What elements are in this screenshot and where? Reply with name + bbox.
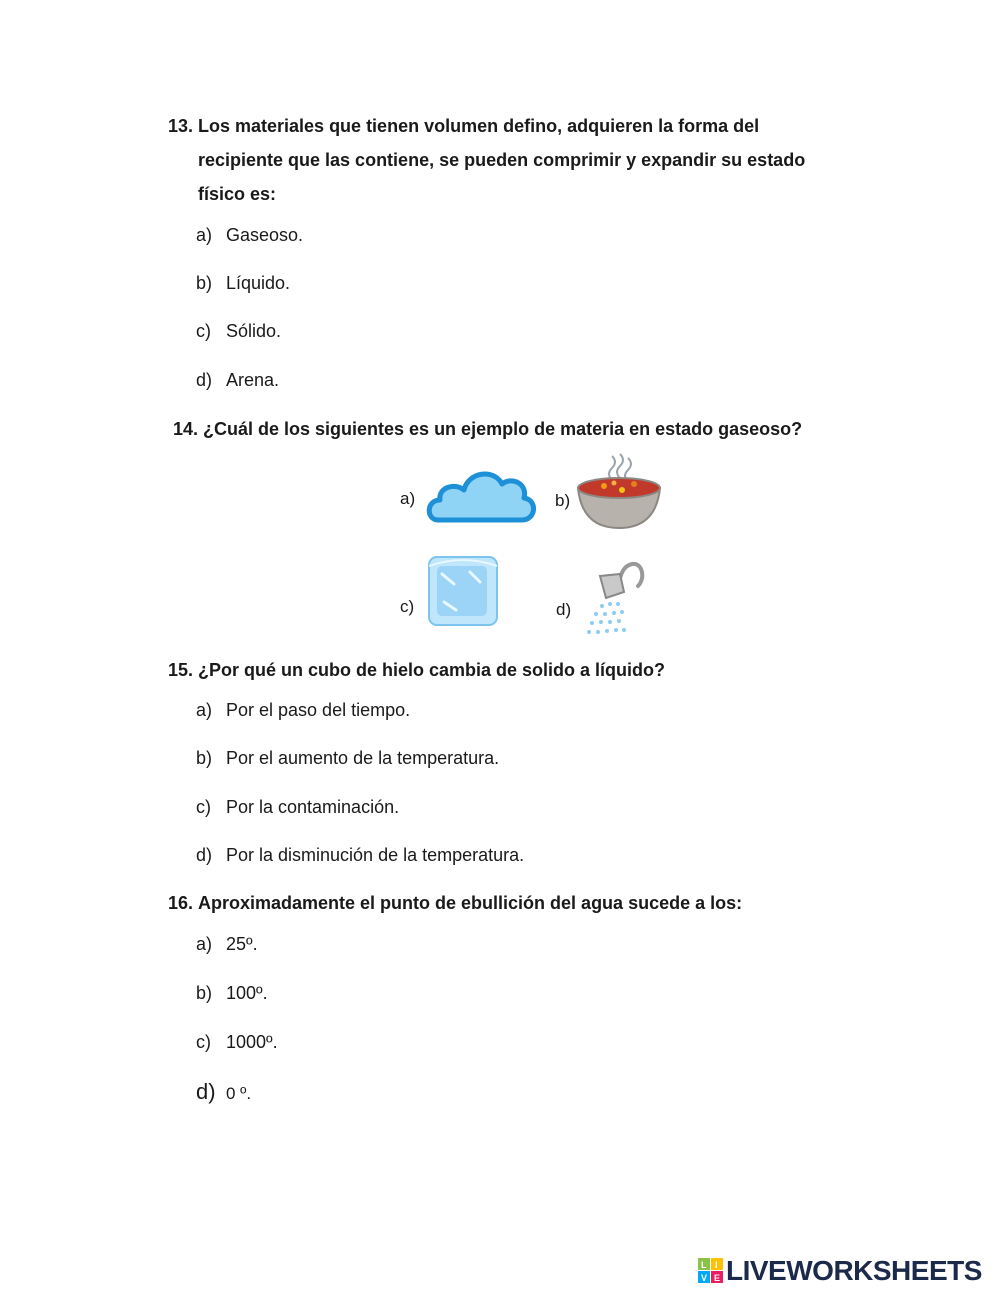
option-letter: a)	[196, 700, 213, 720]
option-16-d[interactable]	[196, 1080, 251, 1106]
option-16-a[interactable]	[196, 932, 258, 956]
question-number: 14.	[173, 419, 199, 439]
option-text: 1000º.	[226, 1032, 278, 1052]
option-letter: a)	[196, 934, 213, 954]
option-letter: c)	[196, 1032, 211, 1052]
option-letter: c)	[196, 797, 211, 817]
svg-text:L: L	[701, 1260, 707, 1270]
soup-bowl-icon[interactable]	[574, 452, 664, 532]
question-15	[168, 653, 888, 687]
question-14	[173, 412, 893, 446]
option-13-d[interactable]	[196, 368, 279, 392]
option-text: Por la disminución de la temperatura.	[226, 845, 525, 865]
option-text: Por la contaminación.	[226, 797, 400, 817]
option-text: Sólido.	[226, 321, 282, 341]
image-option-label-c: c)	[400, 597, 415, 616]
image-option-label-b: b)	[555, 491, 571, 510]
option-text: Arena.	[226, 370, 280, 390]
option-13-b[interactable]	[196, 271, 290, 295]
liveworksheets-logo	[698, 1254, 982, 1288]
question-text: ¿Por qué un cubo de hielo cambia de solido a líquido?	[198, 660, 666, 680]
option-13-a[interactable]	[196, 223, 303, 247]
question-number: 13.	[168, 116, 194, 136]
question-13	[168, 109, 888, 211]
option-letter: a)	[196, 225, 213, 245]
option-15-d[interactable]	[196, 843, 524, 867]
shower-icon[interactable]	[580, 558, 650, 642]
option-16-c[interactable]	[196, 1030, 278, 1054]
option-15-c[interactable]	[196, 795, 399, 819]
question-text: ¿Cuál de los siguientes es un ejemplo de materia en estado gaseoso?	[203, 419, 803, 439]
option-text: 25º.	[226, 934, 258, 954]
option-text: Por el aumento de la temperatura.	[226, 748, 500, 768]
option-text: 100º.	[226, 983, 268, 1003]
live-badge-icon	[698, 1258, 724, 1284]
cloud-icon[interactable]	[424, 464, 538, 528]
image-option-label-d: d)	[556, 600, 572, 619]
question-16	[168, 886, 888, 920]
option-15-a[interactable]	[196, 698, 410, 722]
option-text: Gaseoso.	[226, 225, 304, 245]
option-15-b[interactable]	[196, 746, 499, 770]
question-text-line: Los materiales que tienen volumen defino, adquieren la forma del	[198, 116, 760, 136]
option-16-b[interactable]	[196, 981, 268, 1005]
option-text: Por el paso del tiempo.	[226, 700, 411, 720]
option-letter: d)	[196, 845, 213, 865]
question-text-line: recipiente que las contiene, se pueden comprimir y expandir su estado	[198, 150, 806, 170]
image-option-label-a: a)	[400, 489, 416, 508]
option-letter: c)	[196, 321, 211, 341]
question-text: Aproximadamente el punto de ebullición del agua sucede a los:	[198, 893, 743, 913]
option-letter: b)	[196, 748, 213, 768]
logo-text: LIVEWORKSHEETS	[726, 1255, 982, 1286]
option-text: 0 º.	[226, 1084, 252, 1103]
option-text: Líquido.	[226, 273, 291, 293]
option-letter: b)	[196, 273, 213, 293]
question-number: 16.	[168, 893, 194, 913]
ice-cube-icon[interactable]	[426, 554, 500, 628]
option-13-c[interactable]	[196, 319, 281, 343]
option-letter: b)	[196, 983, 213, 1003]
svg-text:I: I	[715, 1260, 718, 1270]
option-letter: d)	[196, 1079, 216, 1104]
svg-text:E: E	[714, 1273, 721, 1283]
option-letter: d)	[196, 370, 213, 390]
question-text-line: físico es:	[198, 184, 277, 204]
svg-text:V: V	[701, 1273, 708, 1283]
question-number: 15.	[168, 660, 194, 680]
